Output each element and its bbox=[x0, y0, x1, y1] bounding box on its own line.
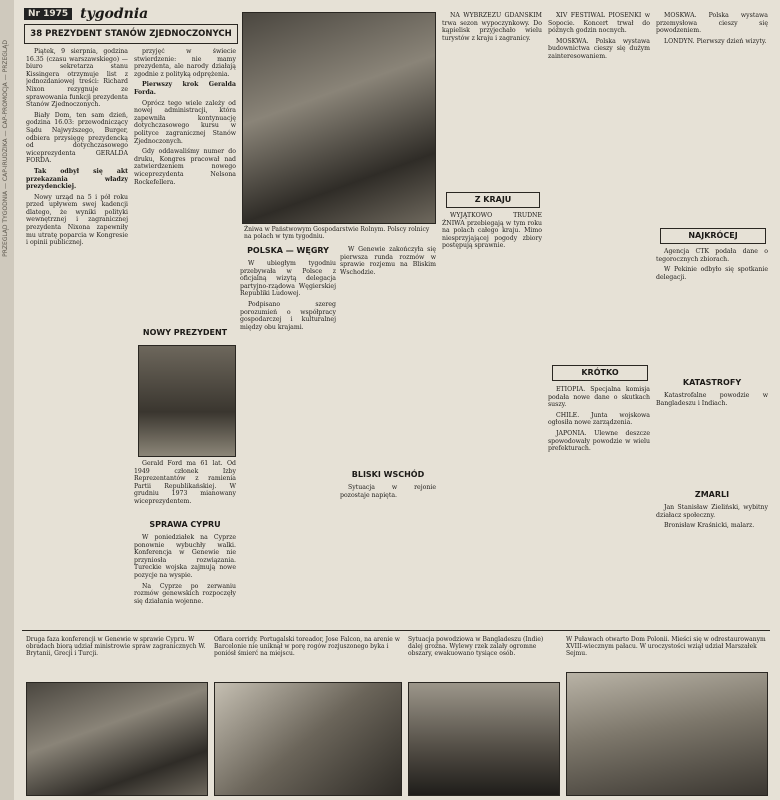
zmarli-para: Bronisław Kraśnicki, malarz. bbox=[664, 522, 755, 530]
palace-photo bbox=[566, 672, 768, 796]
polska-headline: POLSKA — WĘGRY bbox=[247, 246, 329, 255]
side-strip-text: PRZEGLĄD TYGODNIA — CAP-IRUDZIKA — CAP-PROMOCJA — PRZEGLĄD bbox=[2, 40, 9, 257]
krotko-para: CHILE. Junta wojskowa ogłosiła nowe zarządzenia. bbox=[548, 411, 650, 427]
katastrofy-para: Katastrofalne powodzie w Bangladeszu i Indiach. bbox=[656, 392, 768, 407]
zmarli-text bbox=[656, 504, 768, 624]
issue-number: Nr 1975 bbox=[24, 8, 72, 20]
bliski-text bbox=[340, 484, 436, 624]
right-col-2 bbox=[656, 12, 768, 227]
krotko-para: ETIOPIA. Specjalna komisja podała nowe dane o skutkach suszy. bbox=[548, 386, 650, 409]
kraj-text bbox=[442, 212, 542, 624]
harvest-caption: Żniwa w Państwowym Gospodarstwie Rolnym. Polscy rolnicy na polach w tym tygodniu. bbox=[244, 226, 430, 240]
kraj-para: WYJĄTKOWO TRUDNE ŻNIWA przebiegają w tym roku na polach całego kraju. Mimo niesprzyjającej pogody zbiory postępują sprawnie. bbox=[442, 212, 542, 250]
president-headline: NOWY PREZYDENT bbox=[142, 328, 228, 337]
main-para: Biały Dom, ten sam dzień, godzina 16.03: przewodniczący Sądu Najwyższego, Burger, odbiera przysięgę prezydencką od dotychczasowego wiceprezydenta GERALDA FORDA. bbox=[26, 111, 128, 165]
kraj-para: NA WYBRZEŻU GDAŃSKIM trwa sezon wypoczynkowy. Do kąpielisk przyjechało wielu turystów z kraju i zagranicy. bbox=[442, 12, 542, 42]
main-headline-box bbox=[24, 24, 238, 44]
cyprus-headline: SPRAWA CYPRU bbox=[149, 520, 221, 529]
kraj-headline: Z KRAJU bbox=[446, 192, 540, 208]
bliski-headline: BLISKI WSCHÓD bbox=[351, 470, 425, 479]
bottom-caption-4: W Puławach otwarto Dom Polonii. Mieści się w odrestaurowanym XVIII-wiecznym pałacu. W uroczystości wziął udział Marszałek Sejmu. bbox=[566, 636, 766, 657]
katastrofy-headline: KATASTROFY bbox=[682, 378, 742, 387]
main-para: Pierwszy krok Geralda Forda. bbox=[134, 81, 236, 96]
krotko-text bbox=[548, 386, 650, 624]
flood-photo bbox=[408, 682, 560, 796]
polska-para: Podpisano szereg porozumień o współpracy gospodarczej i kulturalnej między obu krajami. bbox=[240, 300, 336, 331]
harvest-photo bbox=[242, 12, 436, 224]
main-headline: 38 PREZYDENT STANÓW ZJEDNOCZONYCH bbox=[30, 29, 232, 39]
bliski-text-top bbox=[340, 246, 436, 466]
najkrocej-headline: NAJKRÓCEJ bbox=[660, 228, 766, 244]
president-caption-text: Gerald Ford ma 61 lat. Od 1949 członek Izby Reprezentantów z ramienia Partii Republikańskiej. W grudniu 1973 mianowany wiceprezydentem. bbox=[134, 460, 236, 505]
zmarli-headline: ZMARLI bbox=[694, 490, 730, 499]
main-col-1 bbox=[26, 48, 128, 493]
bliski-para: Sytuacja w rejonie pozostaje napięta. bbox=[340, 484, 436, 499]
conference-photo bbox=[26, 682, 208, 796]
cyprus-text bbox=[134, 534, 236, 624]
divider bbox=[22, 630, 770, 631]
right-para: XIV FESTIWAL PIOSENKI w Sopocie. Koncert trwał do późnych godzin nocnych. bbox=[548, 12, 650, 35]
president-photo bbox=[138, 345, 236, 457]
najkrocej-text bbox=[656, 248, 768, 373]
main-para: Tak odbył się akt przekazania władzy prezydenckiej. bbox=[26, 167, 128, 191]
bottom-caption-1: Druga faza konferencji w Genewie w sprawie Cypru. W obradach biorą udział ministrowie spraw zagranicznych W. Brytanii, Grecji i Turcji. bbox=[26, 636, 206, 657]
cyprus-para: Na Cyprze po zerwaniu rozmów genewskich rozpoczęły się działania wojenne. bbox=[134, 582, 236, 605]
right-para: MOSKWA. Polska wystawa budownictwa cieszy się dużym zainteresowaniem. bbox=[548, 37, 650, 60]
masthead bbox=[24, 6, 148, 22]
kraj-top-text bbox=[442, 12, 542, 182]
bottom-caption-2: Ofiara corridy. Portugalski toreador, Jose Falcon, na arenie w Barcelonie nie uniknął w porę rogów rozjuszonego byka i poniósł śmierć na miejscu. bbox=[214, 636, 400, 657]
krotko-headline: KRÓTKO bbox=[552, 365, 648, 381]
polska-para: W ubiegłym tygodniu przebywała w Polsce z oficjalną wizytą delegacja partyjno-rządowa Węgierskiej Republiki Ludowej. bbox=[240, 260, 336, 298]
right-para: MOSKWA. Polska wystawa przemysłowa cieszy się powodzeniem. bbox=[656, 12, 768, 35]
bottom-caption-3: Sytuacja powodziowa w Bangladeszu (Indie) dalej groźna. Wylewy rzek zalały ogromne obszary, ewakuowano tysiące osób. bbox=[408, 636, 544, 657]
main-col-2 bbox=[134, 48, 236, 318]
katastrofy-text bbox=[656, 392, 768, 482]
bliski-para: W Genewie zakończyła się pierwsza runda rozmów w sprawie rozjemu na Bliskim Wschodzie. bbox=[340, 246, 436, 276]
main-para: Nowy urząd na 5 i pół roku przed upływem swej kadencji dlatego, że wyniki polityki wewnętrznej i zagranicznej prezydenta Nixona zapewniły mu utratę poparcia w Kongresie i opinii publicznej. bbox=[26, 193, 128, 247]
cyprus-para: W poniedziałek na Cyprze ponownie wybuchły walki. Konferencja w Genewie nie przyniosła rozwiązania. Tureckie wojska zajmują nowe pozycje na wyspie. bbox=[134, 534, 236, 579]
masthead-logo: tygodnia bbox=[80, 6, 149, 22]
najkrocej-para: W Pekinie odbyło się spotkanie delegacji. bbox=[656, 266, 768, 281]
main-para: Oprócz tego wiele zależy od nowej administracji, która zapewniła kontynuację dotychczasowego kursu w polityce zagranicznej Stanów Zjednoczonych. bbox=[134, 99, 236, 145]
polska-text bbox=[240, 260, 336, 620]
president-caption bbox=[134, 460, 236, 520]
side-strip bbox=[0, 0, 14, 800]
krotko-para: JAPONIA. Ulewne deszcze spowodowały powodzie w wielu prefekturach. bbox=[548, 429, 650, 453]
right-col-1 bbox=[548, 12, 650, 312]
najkrocej-para: Agencja CTK podała dane o tegorocznych zbiorach. bbox=[656, 248, 768, 263]
main-para: Gdy oddawaliśmy numer do druku, Kongres pracował nad zatwierdzeniem nowego wiceprezydenta Nelsona Rockefellera. bbox=[134, 148, 236, 186]
right-para: LONDYN. Pierwszy dzień wizyty. bbox=[664, 37, 767, 45]
main-para: Piątek, 9 sierpnia, godzina 16.35 (czasu warszawskiego) — biuro sekretarza stanu Kissingera otrzymuje list z jednozdaniowej treści: Richard Nixon rezygnuje ze sprawowania funkcji prezydenta Stanów Zjednoczonych. bbox=[26, 48, 128, 109]
zmarli-para: Jan Stanisław Zieliński, wybitny działacz społeczny. bbox=[656, 504, 768, 519]
main-para: przyjęć w świecie stwierdzenie: nie mamy prezydenta, ale narody działają zgodnie z polityką odprężenia. bbox=[134, 48, 236, 78]
bullfight-photo bbox=[214, 682, 402, 796]
